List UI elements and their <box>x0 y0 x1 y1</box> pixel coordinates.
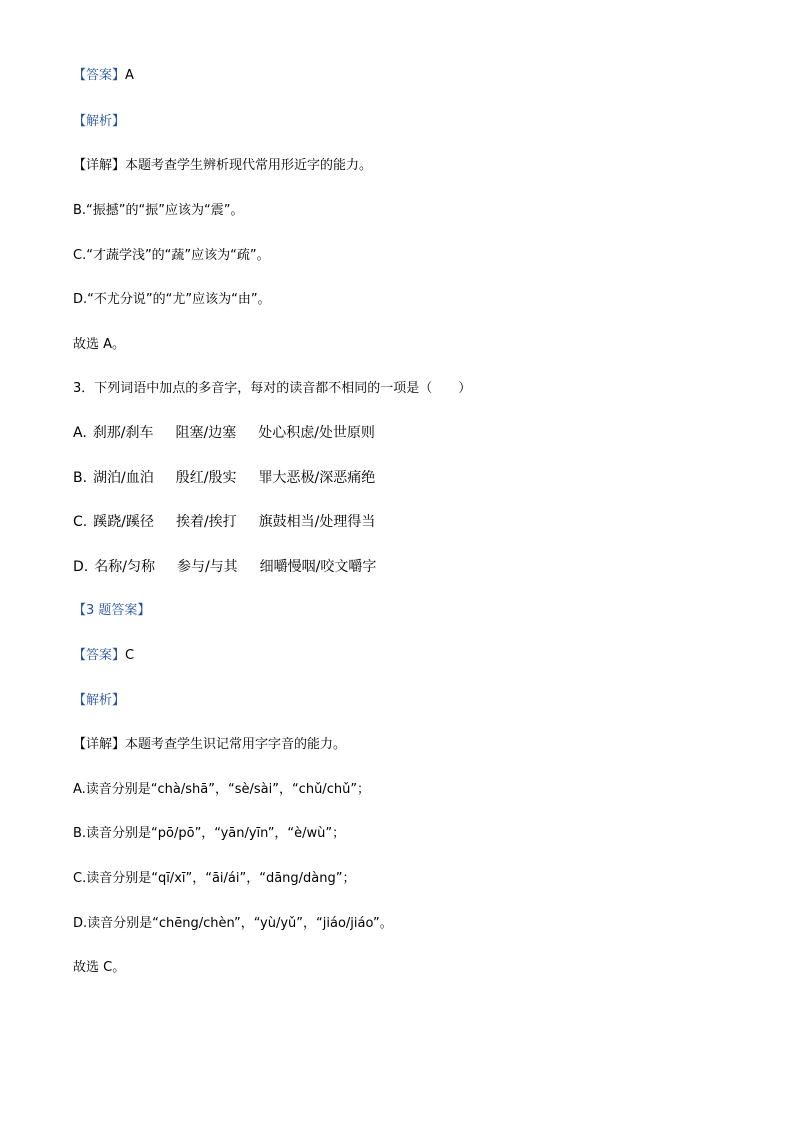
option-group: 旗鼓相当/处理得当 <box>258 514 376 530</box>
answer-value: C <box>125 648 135 663</box>
detail-text: 本题考查学生辨析现代常用形近字的能力。 <box>125 158 373 173</box>
q3-section-tag <box>73 603 150 619</box>
option-group: 处心积虑/处世原则 <box>258 425 375 441</box>
q3-stem: 3．下列词语中加点的多音字，每对的读音都不相同的一项是（ ） <box>73 381 472 396</box>
q3-option-a <box>73 425 375 441</box>
detail-tag: 【详解】 <box>73 737 126 752</box>
option-group: 阻塞/边塞 <box>175 425 237 441</box>
q3-answer-line <box>73 648 134 664</box>
option-letter: B. <box>73 470 88 486</box>
q2-detail-line <box>73 158 372 174</box>
option-group: 细嚼慢咽/咬文嚼字 <box>259 559 377 575</box>
option-letter: D. <box>73 559 89 575</box>
q2-analysis-tag <box>73 114 125 130</box>
detail-tag: 【详解】 <box>73 158 126 173</box>
q3-reading-c: C.读音分别是“qī/xī”，“āi/ái”，“dāng/dàng”； <box>73 871 356 886</box>
option-group: 参与/与其 <box>176 559 238 575</box>
answer-value: A <box>125 68 134 83</box>
option-group: 罪大恶极/深恶痛绝 <box>258 470 376 486</box>
answer-tag: 【答案】 <box>73 68 126 83</box>
q3-detail-line <box>73 737 346 753</box>
section-tag: 【3 题答案】 <box>73 603 151 618</box>
analysis-tag: 【解析】 <box>73 693 126 708</box>
q2-explanation-d: D.“不尤分说”的“尤”应该为“由”。 <box>73 292 271 307</box>
q2-explanation-c: C.“才蔬学浅”的“蔬”应该为“疏”。 <box>73 248 270 263</box>
answer-tag: 【答案】 <box>73 648 126 663</box>
q3-option-c <box>73 514 375 530</box>
q2-conclusion: 故选 A。 <box>73 337 126 352</box>
q3-reading-d: D.读音分别是“chēng/chèn”，“yù/yǔ”，“jiáo/jiáo”。 <box>73 916 393 931</box>
option-letter: A. <box>73 425 87 441</box>
q3-option-b <box>73 470 375 486</box>
option-group: 刹那/刹车 <box>92 425 154 441</box>
q3-analysis-tag <box>73 693 125 709</box>
option-group: 殷红/殷实 <box>175 470 237 486</box>
analysis-tag: 【解析】 <box>73 114 126 129</box>
option-group: 挨着/挨打 <box>175 514 237 530</box>
option-group: 蹊跷/蹊径 <box>93 514 154 530</box>
q2-explanation-b: B.“振撼”的“振”应该为“震”。 <box>73 203 244 218</box>
q3-reading-b: B.读音分别是“pō/pō”，“yān/yīn”，“è/wù”； <box>73 826 346 841</box>
q3-conclusion: 故选 C。 <box>73 960 126 975</box>
option-letter: C. <box>73 514 88 530</box>
option-group: 湖泊/血泊 <box>93 470 154 486</box>
q3-option-d <box>73 559 376 575</box>
option-group: 名称/匀称 <box>94 559 155 575</box>
detail-text: 本题考查学生识记常用字字音的能力。 <box>125 737 347 752</box>
q2-answer-line <box>73 68 134 84</box>
q3-reading-a: A.读音分别是“chà/shā”，“sè/sài”，“chǔ/chǔ”； <box>73 782 371 797</box>
